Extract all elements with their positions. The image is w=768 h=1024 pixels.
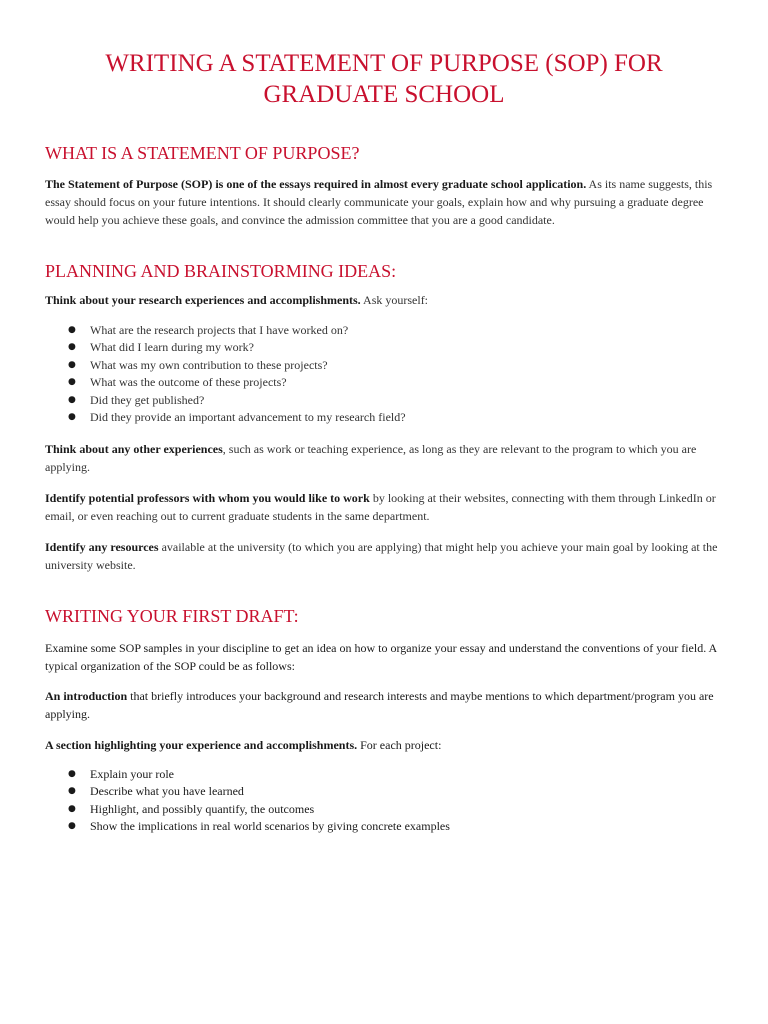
list-item: ● Did they provide an important advancement to my research field? bbox=[45, 409, 406, 426]
paragraph-research-experiences bbox=[45, 291, 725, 309]
potential-professors-text: by looking at their websites, connecting with them through LinkedIn or email, or even reaching out to current graduate students in the same department. bbox=[45, 491, 716, 523]
introduction-text: that briefly introduces your background and research interests and maybe mentions to which department/program you are applying. bbox=[45, 689, 714, 721]
paragraph-sop-definition bbox=[45, 175, 725, 229]
document-title: WRITING A STATEMENT OF PURPOSE (SOP) FOR GRADUATE SCHOOL bbox=[105, 50, 663, 108]
paragraph-potential-professors bbox=[45, 489, 725, 525]
heading-planning: PLANNING AND BRAINSTORMING IDEAS: bbox=[45, 261, 397, 281]
list-item: ● What was the outcome of these projects? bbox=[45, 374, 406, 391]
paragraph-resources bbox=[45, 538, 725, 574]
sop-definition-text: As its name suggests, this essay should focus on your future intentions. It should clearly communicate your goals, explain how and why pursuing a graduate degree would help you achieve these goals, and convince the admission committee that you are a good candidate. bbox=[45, 177, 713, 227]
introduction-bold: An introduction bbox=[45, 689, 128, 703]
experience-section-bold: A section highlighting your experience and accomplishments. bbox=[45, 738, 358, 752]
research-experiences-bold: Think about your research experiences and accomplishments. bbox=[45, 293, 361, 307]
list-item: ● Did they get published? bbox=[45, 392, 406, 409]
other-experiences-bold: Think about any other experiences bbox=[45, 442, 223, 456]
list-item: ● Describe what you have learned bbox=[45, 783, 450, 800]
list-item: ● What was my own contribution to these projects? bbox=[45, 357, 406, 374]
list-item: ● What are the research projects that I have worked on? bbox=[45, 322, 406, 339]
other-experiences-text: , such as work or teaching experience, as long as they are relevant to the program to which you are applying. bbox=[45, 442, 697, 474]
paragraph-experience-section bbox=[45, 736, 725, 754]
research-experiences-text: Ask yourself: bbox=[360, 293, 429, 307]
resources-bold: Identify any resources bbox=[45, 540, 159, 554]
paragraph-sop-samples: Examine some SOP samples in your discipline to get an idea on how to organize your essay and understand the conventions of your field. A typical organization of the SOP could be as follows: bbox=[45, 641, 717, 673]
potential-professors-bold: Identify potential professors with whom you would like to work bbox=[45, 491, 370, 505]
project-steps-list bbox=[45, 766, 450, 836]
heading-what-is-sop: WHAT IS A STATEMENT OF PURPOSE? bbox=[45, 143, 360, 163]
list-item: ● Show the implications in real world scenarios by giving concrete examples bbox=[45, 818, 450, 835]
paragraph-introduction bbox=[45, 687, 725, 723]
paragraph-other-experiences bbox=[45, 440, 725, 476]
sop-definition-bold: The Statement of Purpose (SOP) is one of the essays required in almost every graduate school application. bbox=[45, 177, 587, 191]
list-item: ● Highlight, and possibly quantify, the outcomes bbox=[45, 801, 450, 818]
heading-first-draft: WRITING YOUR FIRST DRAFT: bbox=[45, 606, 299, 626]
list-item: ● Explain your role bbox=[45, 766, 450, 783]
research-questions-list bbox=[45, 322, 406, 426]
resources-text: available at the university (to which you are applying) that might help you achieve your main goal by looking at the university website. bbox=[45, 540, 718, 572]
list-item: ● What did I learn during my work? bbox=[45, 339, 406, 356]
experience-section-text: For each project: bbox=[357, 738, 442, 752]
